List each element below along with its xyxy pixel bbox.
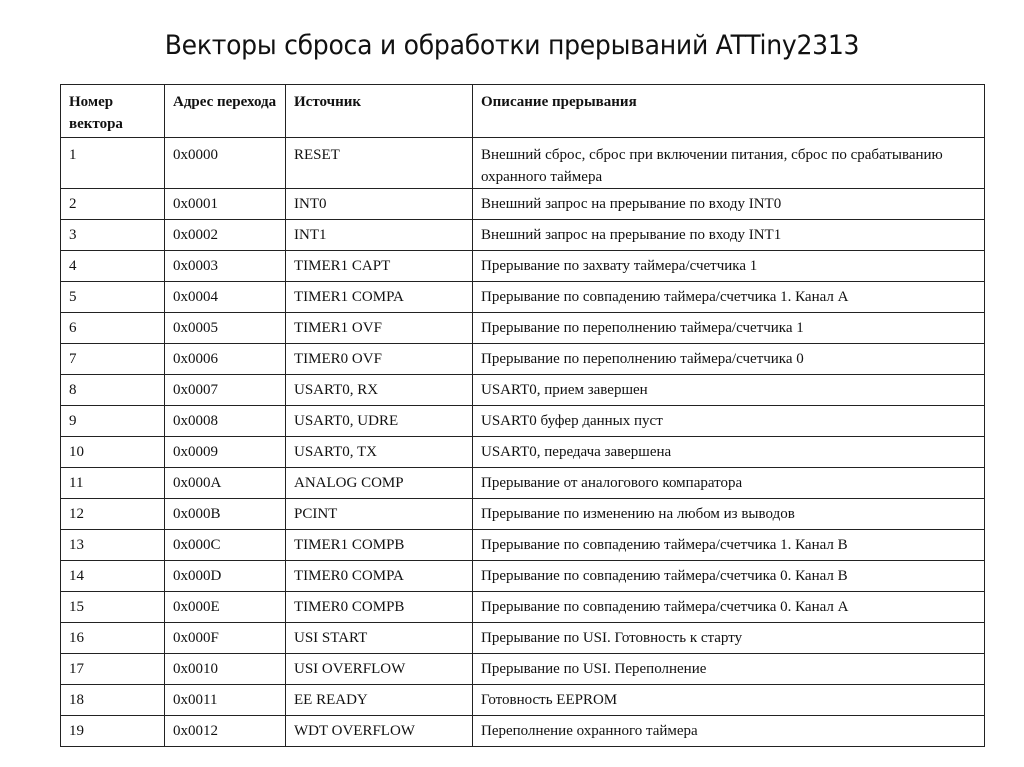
cell-source: RESET (286, 138, 473, 189)
cell-source: USI OVERFLOW (286, 654, 473, 685)
cell-address: 0x000E (165, 592, 286, 623)
table-row (61, 282, 985, 313)
cell-vector-number: 9 (61, 406, 165, 437)
cell-source: USART0, RX (286, 375, 473, 406)
table-row (61, 468, 985, 499)
table-row (61, 592, 985, 623)
cell-address: 0x0004 (165, 282, 286, 313)
header-description: Описание прерывания (473, 85, 985, 138)
cell-address: 0x000D (165, 561, 286, 592)
table-row (61, 530, 985, 561)
cell-description: Переполнение охранного таймера (473, 716, 985, 747)
cell-address: 0x0009 (165, 437, 286, 468)
cell-address: 0x0011 (165, 685, 286, 716)
table-row (61, 375, 985, 406)
cell-vector-number: 11 (61, 468, 165, 499)
cell-vector-number: 4 (61, 251, 165, 282)
cell-address: 0x000B (165, 499, 286, 530)
cell-description: Прерывание по переполнению таймера/счетчика 1 (473, 313, 985, 344)
table-row (61, 623, 985, 654)
cell-vector-number: 12 (61, 499, 165, 530)
cell-vector-number: 19 (61, 716, 165, 747)
cell-address: 0x0008 (165, 406, 286, 437)
cell-description: USART0, прием завершен (473, 375, 985, 406)
cell-description: Внешний сброс, сброс при включении питания, сброс по срабатыванию охранного таймера (473, 138, 985, 189)
cell-address: 0x000A (165, 468, 286, 499)
cell-description: Прерывание по совпадению таймера/счетчика 0. Канал А (473, 592, 985, 623)
cell-source: USI START (286, 623, 473, 654)
table-row (61, 654, 985, 685)
cell-source: TIMER0 OVF (286, 344, 473, 375)
cell-address: 0x0000 (165, 138, 286, 189)
cell-address: 0x0012 (165, 716, 286, 747)
cell-source: USART0, TX (286, 437, 473, 468)
cell-description: Прерывание по совпадению таймера/счетчика 1. Канал А (473, 282, 985, 313)
cell-address: 0x0001 (165, 189, 286, 220)
cell-address: 0x000F (165, 623, 286, 654)
interrupt-vector-table (60, 84, 985, 747)
cell-description: Прерывание по USI. Готовность к старту (473, 623, 985, 654)
cell-address: 0x0010 (165, 654, 286, 685)
table-row (61, 685, 985, 716)
cell-address: 0x0003 (165, 251, 286, 282)
cell-source: INT0 (286, 189, 473, 220)
cell-description: USART0 буфер данных пуст (473, 406, 985, 437)
cell-description: Прерывание по совпадению таймера/счетчика 0. Канал В (473, 561, 985, 592)
cell-source: TIMER1 COMPB (286, 530, 473, 561)
cell-source: ANALOG COMP (286, 468, 473, 499)
cell-address: 0x0007 (165, 375, 286, 406)
table-row (61, 716, 985, 747)
table-row (61, 138, 985, 189)
cell-description: USART0, передача завершена (473, 437, 985, 468)
cell-address: 0x0002 (165, 220, 286, 251)
cell-address: 0x0005 (165, 313, 286, 344)
cell-source: USART0, UDRE (286, 406, 473, 437)
cell-vector-number: 10 (61, 437, 165, 468)
cell-source: TIMER1 COMPA (286, 282, 473, 313)
cell-source: WDT OVERFLOW (286, 716, 473, 747)
cell-vector-number: 1 (61, 138, 165, 189)
cell-description: Внешний запрос на прерывание по входу INT0 (473, 189, 985, 220)
cell-vector-number: 14 (61, 561, 165, 592)
cell-vector-number: 5 (61, 282, 165, 313)
header-vector-number: Номер вектора (61, 85, 165, 138)
cell-source: TIMER0 COMPA (286, 561, 473, 592)
cell-source: TIMER1 OVF (286, 313, 473, 344)
table-row (61, 189, 985, 220)
table-header-row (61, 85, 985, 138)
cell-description: Прерывание по захвату таймера/счетчика 1 (473, 251, 985, 282)
table-row (61, 499, 985, 530)
table-row (61, 406, 985, 437)
cell-source: TIMER0 COMPB (286, 592, 473, 623)
cell-address: 0x0006 (165, 344, 286, 375)
cell-source: EE READY (286, 685, 473, 716)
table-row (61, 344, 985, 375)
cell-description: Внешний запрос на прерывание по входу INT1 (473, 220, 985, 251)
cell-source: INT1 (286, 220, 473, 251)
cell-vector-number: 18 (61, 685, 165, 716)
table-row (61, 561, 985, 592)
cell-vector-number: 6 (61, 313, 165, 344)
cell-vector-number: 7 (61, 344, 165, 375)
cell-source: TIMER1 CAPT (286, 251, 473, 282)
cell-vector-number: 13 (61, 530, 165, 561)
cell-description: Прерывание от аналогового компаратора (473, 468, 985, 499)
cell-vector-number: 2 (61, 189, 165, 220)
cell-vector-number: 17 (61, 654, 165, 685)
cell-address: 0x000C (165, 530, 286, 561)
cell-source: PCINT (286, 499, 473, 530)
table-row (61, 313, 985, 344)
cell-vector-number: 15 (61, 592, 165, 623)
header-jump-address: Адрес перехода (165, 85, 286, 138)
cell-description: Готовность EEPROM (473, 685, 985, 716)
cell-description: Прерывание по совпадению таймера/счетчика 1. Канал В (473, 530, 985, 561)
cell-description: Прерывание по изменению на любом из выводов (473, 499, 985, 530)
cell-vector-number: 8 (61, 375, 165, 406)
table-row (61, 437, 985, 468)
cell-description: Прерывание по переполнению таймера/счетчика 0 (473, 344, 985, 375)
header-source: Источник (286, 85, 473, 138)
table-row (61, 251, 985, 282)
table-row (61, 220, 985, 251)
cell-vector-number: 16 (61, 623, 165, 654)
page-title: Векторы сброса и обработки прерываний ATTiny2313 (164, 30, 860, 61)
cell-description: Прерывание по USI. Переполнение (473, 654, 985, 685)
cell-vector-number: 3 (61, 220, 165, 251)
